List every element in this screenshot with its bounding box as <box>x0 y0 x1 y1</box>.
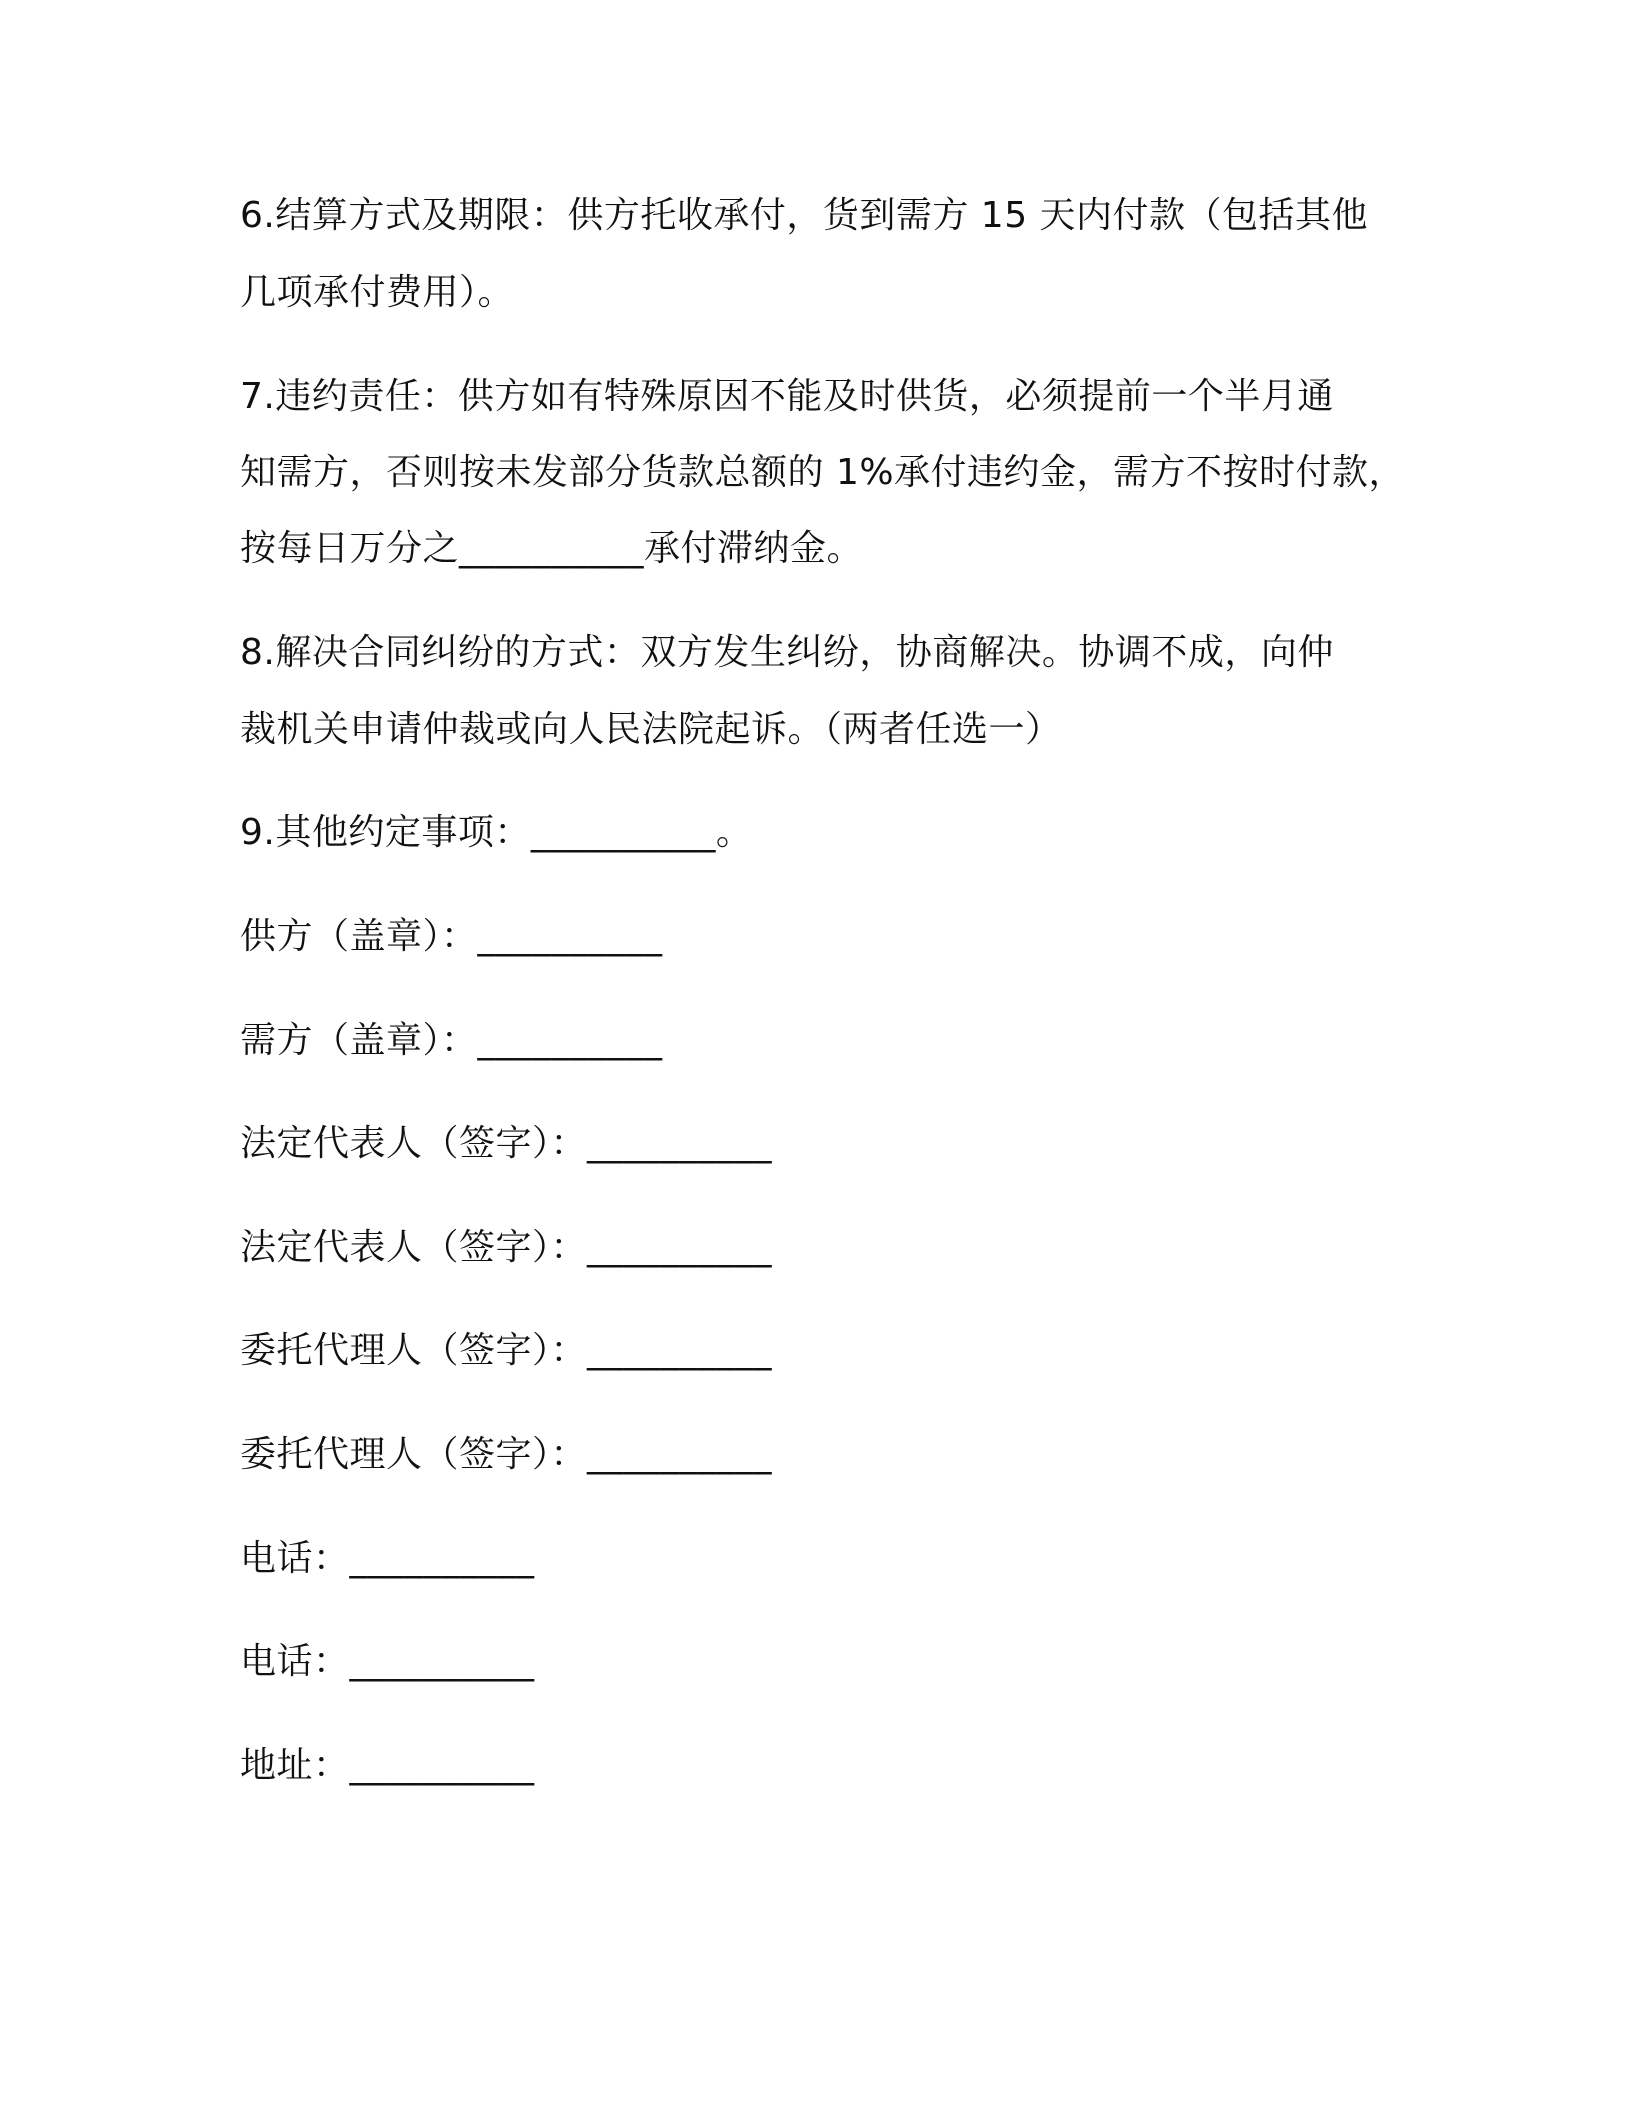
address-field: 地址：__________ <box>240 1745 535 1786</box>
supplier-seal-field: 供方（盖章）：__________ <box>240 916 663 957</box>
clause-7-line-1: 7.违约责任：供方如有特殊原因不能及时供货，必须提前一个半月通 <box>240 376 1334 417</box>
phone-field-2: 电话：__________ <box>240 1641 535 1682</box>
clause-7-line-2: 知需方，否则按未发部分货款总额的 1%承付违约金，需方不按时付款， <box>240 452 1406 493</box>
legal-rep-signature-2: 法定代表人（签字）：__________ <box>240 1227 773 1268</box>
clause-7-line-3: 按每日万分之__________承付滞纳金。 <box>240 528 864 569</box>
clause-6-line-1: 6.结算方式及期限：供方托收承付，货到需方 15 天内付款（包括其他 <box>240 195 1369 236</box>
agent-signature-1: 委托代理人（签字）：__________ <box>240 1330 773 1371</box>
clause-8-line-1: 8.解决合同纠纷的方式：双方发生纠纷，协商解决。协调不成，向仲 <box>240 632 1334 673</box>
clause-9: 9.其他约定事项：__________。 <box>240 812 753 853</box>
clause-6-line-2: 几项承付费用）。 <box>240 272 515 313</box>
legal-rep-signature-1: 法定代表人（签字）：__________ <box>240 1123 773 1164</box>
phone-field-1: 电话：__________ <box>240 1538 535 1579</box>
agent-signature-2: 委托代理人（签字）：__________ <box>240 1434 773 1475</box>
buyer-seal-field: 需方（盖章）：__________ <box>240 1020 663 1061</box>
clause-8-line-2: 裁机关申请仲裁或向人民法院起诉。（两者任选一） <box>240 709 1062 750</box>
